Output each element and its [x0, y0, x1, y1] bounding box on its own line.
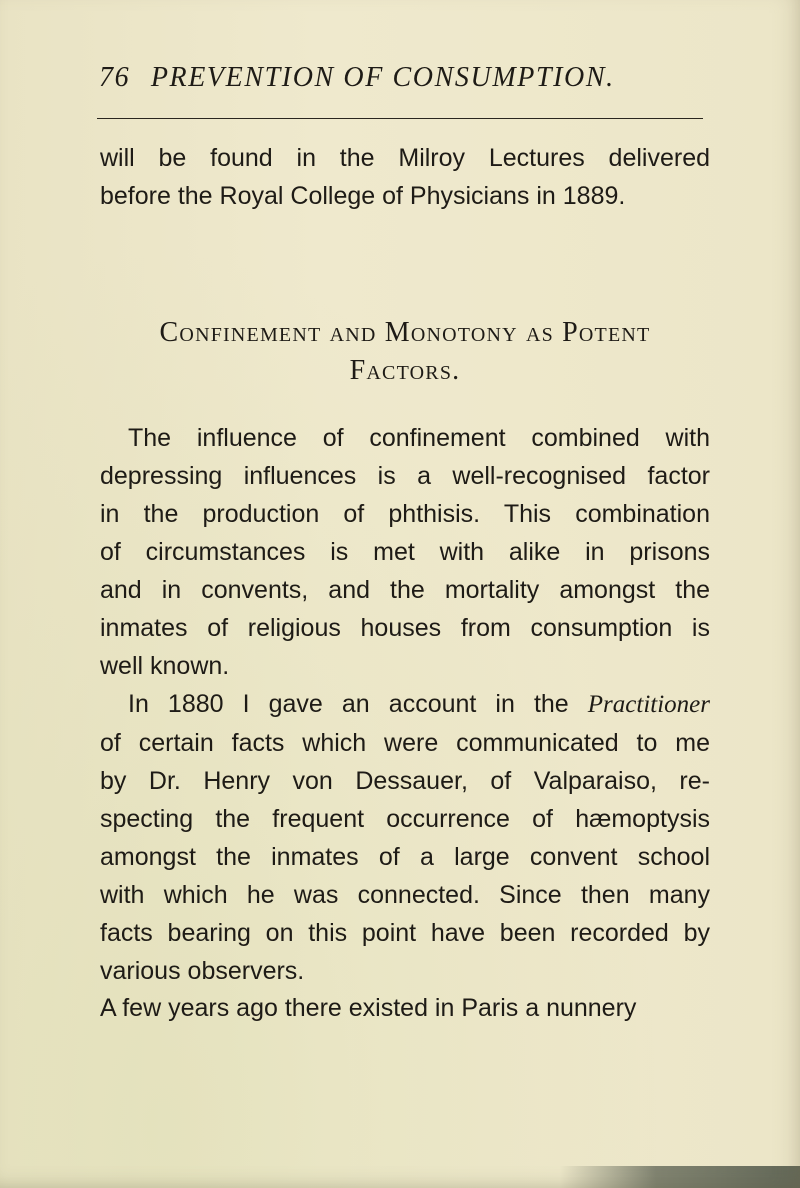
text-line: specting the frequent occurrence of hæmoptysis — [100, 805, 710, 833]
text-line: various observers. — [100, 957, 305, 985]
text-line: and in convents, and the mortality amongst the — [100, 576, 710, 604]
text-line: of circumstances is met with alike in prisons — [100, 538, 710, 566]
text-line: depressing influences is a well-recognised factor — [100, 462, 710, 490]
header-rule — [97, 118, 703, 119]
text-line: amongst the inmates of a large convent school — [100, 843, 710, 871]
section-heading-line: Factors. — [349, 355, 461, 386]
running-head — [99, 62, 615, 94]
text-segment: In 1880 I gave an account in the — [128, 690, 569, 718]
paragraph-1 — [100, 419, 710, 685]
text-line: with which he was connected. Since then many — [100, 881, 710, 909]
section-heading — [100, 314, 710, 390]
text-line: facts bearing on this point have been recorded by — [100, 919, 710, 947]
running-title: PREVENTION OF CONSUMPTION. — [150, 62, 615, 93]
text-line: A few years ago there existed in Paris a nunnery — [100, 994, 637, 1022]
intro-paragraph — [100, 139, 710, 215]
text-line: The influence of confinement combined with — [128, 424, 710, 452]
text-line: in the production of phthisis. This combination — [100, 500, 710, 528]
page-number: 76 — [99, 62, 131, 93]
section-heading-line: Confinement and Monotony as Potent — [159, 317, 651, 348]
page-edge-shadow — [560, 1166, 800, 1188]
text-line: by Dr. Henry von Dessauer, of Valparaiso, re- — [100, 767, 710, 795]
text-line: will be found in the Milroy Lectures delivered — [100, 144, 710, 172]
text-line: of certain facts which were communicated to me — [100, 729, 710, 757]
journal-title: Practitioner — [587, 691, 710, 718]
text-line: well known. — [100, 652, 230, 680]
text-line: inmates of religious houses from consumption is — [100, 614, 710, 642]
text-line: before the Royal College of Physicians in 1889. — [100, 182, 626, 210]
paragraph-2 — [100, 685, 710, 990]
text-line — [100, 685, 710, 724]
paragraph-3 — [100, 989, 710, 1027]
